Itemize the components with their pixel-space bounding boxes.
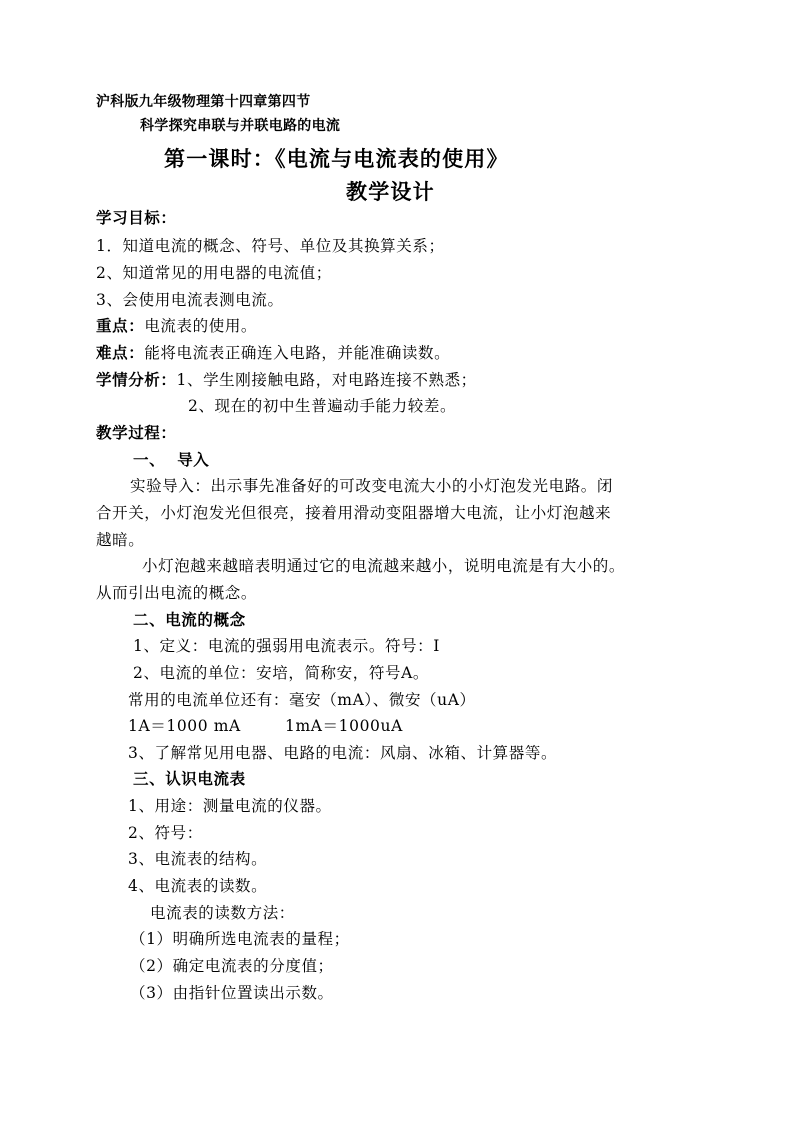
section-3-item: 4、电流表的读数。 [128,877,268,895]
unit-conversion-1: 1A＝1000 mA [128,717,241,735]
section-1-title: 一、 导入 [133,451,210,469]
section-1-paragraph-line: 合开关，小灯泡发光但很亮，接着用滑动变阻器增大电流，让小灯泡越来 [96,504,612,522]
objectives-heading: 学习目标： [96,209,177,227]
objective-item: 1．知道电流的概念、符号、单位及其换算关系； [96,237,445,255]
difficulty-text: 能将电流表正确连入电路，并能准确读数。 [144,344,451,362]
section-2-title: 二、电流的概念 [133,611,246,629]
key-point-line [96,316,257,336]
reading-method-heading: 电流表的读数方法： [150,904,295,922]
page-title: 第一课时：《电流与电流表的使用》 [164,147,509,171]
section-3-item: 2、符号： [128,824,203,842]
unit-conversion-2: 1mA＝1000uA [285,717,403,735]
section-3-item: 1、用途：测量电流的仪器。 [128,797,332,815]
learner-analysis-line [96,370,477,390]
section-1-paragraph-line: 越暗。 [96,531,145,549]
objective-item: 2、知道常见的用电器的电流值； [96,264,332,282]
learner-analysis-item: 1、学生刚接触电路，对电路连接不熟悉； [176,371,477,389]
learner-analysis-label: 学情分析： [96,371,177,389]
reading-method-item: （2）确定电流表的分度值； [130,957,334,975]
section-1-paragraph-line: 小灯泡越来越暗表明通过它的电流越来越小，说明电流是有大小的。 [142,557,626,575]
header-line-1: 沪科版九年级物理第十四章第四节 [96,94,311,110]
section-3-item: 3、电流表的结构。 [128,850,268,868]
section-2-item: 1、定义：电流的强弱用电流表示。符号：I [133,637,440,655]
section-2-item: 常用的电流单位还有：毫安（mA）、微安（uA） [128,691,476,709]
difficulty-label: 难点： [96,344,145,362]
key-point-label: 重点： [96,317,145,335]
learner-analysis-item: 2、现在的初中生普遍动手能力较差。 [188,397,457,415]
reading-method-item: （3）由指针位置读出示数。 [130,984,334,1002]
key-point-text: 电流表的使用。 [144,317,258,335]
page-subtitle: 教学设计 [346,180,435,204]
section-2-item: 3、了解常见用电器、电路的电流：风扇、冰箱、计算器等。 [128,744,558,762]
section-3-title: 三、认识电流表 [133,770,246,788]
header-line-2: 科学探究串联与并联电路的电流 [140,118,341,134]
difficulty-line [96,343,450,363]
section-1-paragraph-line: 从而引出电流的概念。 [96,584,258,602]
section-2-item: 2、电流的单位：安培，简称安，符号A。 [133,664,429,682]
objective-item: 3、会使用电流表测电流。 [96,291,284,309]
section-1-paragraph-line: 实验导入：出示事先准备好的可改变电流大小的小灯泡发光电路。闭 [130,477,614,495]
process-heading: 教学过程： [96,424,177,442]
reading-method-item: （1）明确所选电流表的量程； [130,930,350,948]
